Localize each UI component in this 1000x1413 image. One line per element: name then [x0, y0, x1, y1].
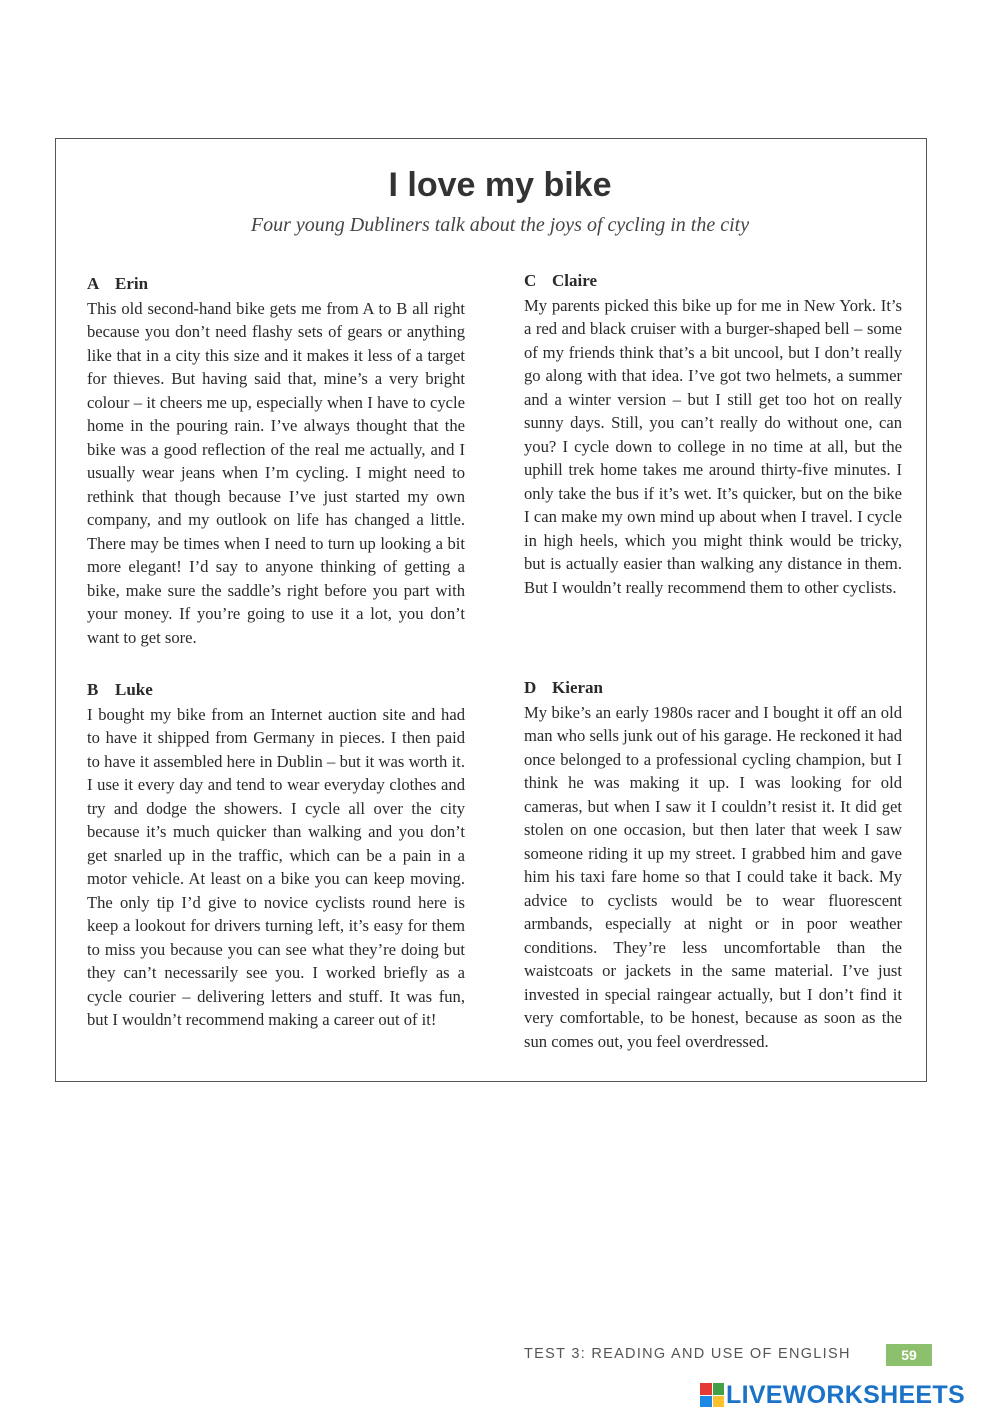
liveworksheets-logo-icon — [700, 1383, 724, 1407]
section-name: Erin — [115, 274, 149, 293]
watermark-text: LIVEWORKSHEETS — [726, 1380, 965, 1409]
section-letter: B — [87, 680, 99, 699]
section-text: I bought my bike from an Internet auction site and had to have it shipped from Germany in pieces. I then paid to have it assembled here in Dublin – but it was worth it. I use it every day and tend to wear everyday clothes and try and dodge the showers. I cycle all over the city because it’s much quicker than walking and you don’t get snarled up in the traffic, which can be a pain in a motor vehicle. At least on a bike you can keep moving. The only tip I’d give to novice cyclists round here is keep a lookout for drivers turning left, it’s easy for them to miss you because you can see what they’re doing but they can’t necessarily see you. I worked briefly as a cycle courier – delivering letters and stuff. It was fun, but I wouldn’t recommend making a career out of it! — [87, 704, 465, 1029]
article-subtitle: Four young Dubliners talk about the joys of cycling in the city — [250, 214, 750, 236]
section-letter: A — [87, 274, 100, 293]
section-name: Claire — [552, 271, 598, 290]
section-letter: D — [524, 678, 537, 697]
section-letter: C — [524, 271, 537, 290]
page-number: 59 — [886, 1344, 932, 1366]
section-luke — [87, 678, 465, 1032]
section-name: Kieran — [552, 678, 603, 697]
section-name: Luke — [115, 680, 153, 699]
section-kieran — [524, 676, 902, 1053]
watermark — [700, 1380, 965, 1410]
article-title: I love my bike — [388, 166, 612, 204]
section-text: This old second-hand bike gets me from A to B all right because you don’t need flashy sets of gears or anything like that in a city this size and it makes it less of a target for thieves. But having said that, mine’s a very bright colour – it cheers me up, especially when I have to cycle home in the pouring rain. I’ve always thought that the bike was a good reflection of the real me actually, and I usually wear jeans when I’m cycling. I might need to rethink that though because I’ve just started my own company, and my outlook on life has changed a little. There may be times when I need to turn up looking a bit more elegant! I’d say to anyone thinking of getting a bike, make sure the saddle’s right before you part with your money. If you’re going to use it a lot, you don’t want to get sore. — [87, 298, 465, 647]
section-erin — [87, 272, 465, 649]
footer-label: TEST 3: READING AND USE OF ENGLISH — [524, 1346, 851, 1362]
section-text: My bike’s an early 1980s racer and I bought it off an old man who sells junk out of his garage. He reckoned it had once belonged to a professional cycling champion, but I think he was making it up. I was looking for old cameras, but when I saw it I couldn’t resist it. It did get stolen on one occasion, but then later that week I saw someone riding it up my street. I grabbed him and gave him his taxi fare home so that I could take it back. My advice to cyclists would be to wear fluorescent armbands, especially at night or in poor weather conditions. They’re less uncomfortable than the waistcoats or jackets in the same material. I’ve just invested in special raingear actually, but I don’t find it very comfortable, to be honest, because as soon as the sun comes out, you feel overdressed. — [524, 702, 902, 1051]
section-text: My parents picked this bike up for me in New York. It’s a red and black cruiser with a burger-shaped bell – some of my friends think that’s a bit uncool, but I don’t really go along with that idea. I’ve got two helmets, a summer and a winter version – but I still get too hot on really sunny days. Still, you can’t really do without one, can you? I cycle down to college in no time at all, but the uphill trek home takes me around thirty-five minutes. I only take the bus if it’s wet. It’s quicker, but on the bike I can make my own mind up about when I travel. I cycle in high heels, which you might think would be tricky, but is actually easier than walking any distance in them. But I wouldn’t really recommend them to other cyclists. — [524, 295, 902, 597]
section-claire — [524, 269, 902, 599]
